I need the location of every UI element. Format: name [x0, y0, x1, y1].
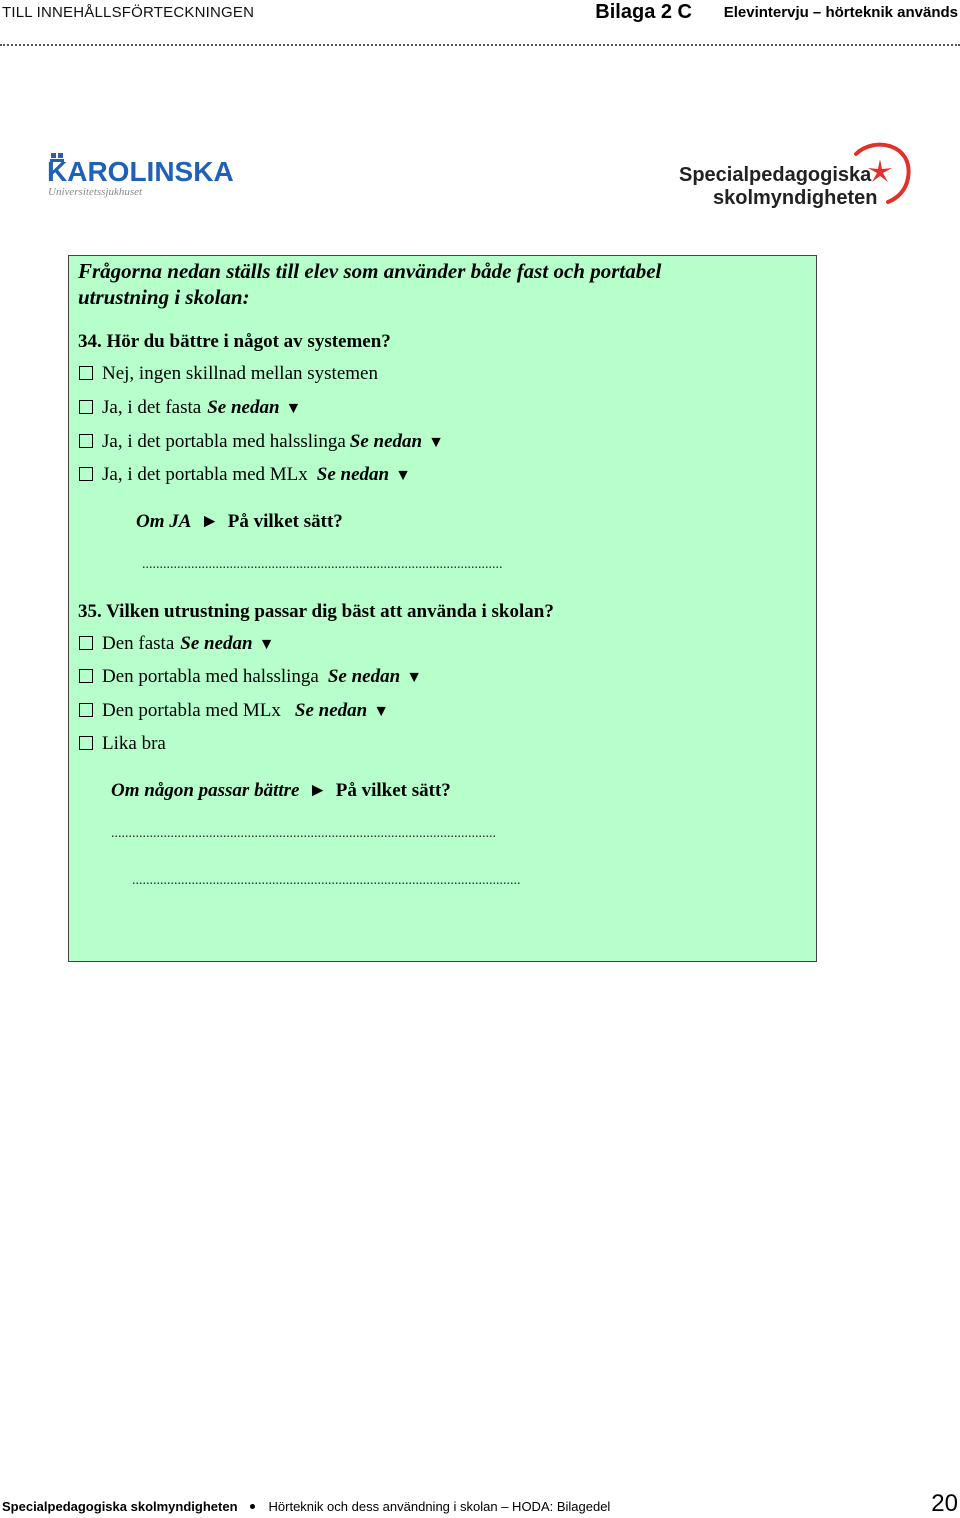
footer-org: Specialpedagogiska skolmyndigheten: [2, 1499, 238, 1514]
footer: [2, 1499, 610, 1514]
down-arrow-icon: ▼: [428, 434, 444, 451]
question-35: 35. Vilken utrustning passar dig bäst att använda i skolan?: [78, 601, 554, 622]
down-arrow-icon: ▼: [258, 636, 275, 653]
option-label: Den fasta: [102, 633, 175, 654]
question-34: 34. Hör du bättre i något av systemen?: [78, 331, 391, 352]
checkbox[interactable]: [79, 366, 93, 380]
q35-option-1[interactable]: [79, 633, 274, 655]
q35-followup: [111, 780, 451, 802]
option-label: Ja, i det portabla med halsslinga: [102, 431, 346, 452]
right-arrow-icon: ►: [308, 780, 328, 801]
see-below-note: Se nedan: [327, 666, 401, 687]
option-label: Den portabla med halsslinga: [102, 666, 319, 687]
header-subtitle: Elevintervju – hörteknik används: [723, 4, 958, 21]
see-below-note: Se nedan: [349, 431, 423, 452]
see-below-note: Se nedan: [207, 397, 280, 418]
q34-option-4[interactable]: [79, 464, 411, 486]
checkbox[interactable]: [79, 434, 93, 448]
checkbox[interactable]: [79, 703, 93, 717]
q34-answer-line[interactable]: .......................................................................................................: [142, 557, 503, 572]
page-number: 20: [931, 1490, 958, 1517]
spsm-line1: Specialpedagogiska: [679, 164, 872, 186]
q35-option-2[interactable]: [79, 666, 422, 688]
q35-option-3[interactable]: [79, 700, 389, 722]
followup-question: På vilket sätt?: [227, 511, 343, 532]
checkbox[interactable]: [79, 736, 93, 750]
q34-option-3[interactable]: [79, 431, 444, 453]
q34-option-1[interactable]: [79, 363, 378, 385]
karolinska-logo: [47, 152, 247, 200]
option-label: Nej, ingen skillnad mellan systemen: [102, 363, 378, 384]
option-label: Ja, i det portabla med MLx: [102, 464, 308, 485]
header-divider: [0, 44, 960, 46]
followup-condition: Om JA: [136, 511, 192, 532]
see-below-note: Se nedan: [316, 464, 390, 485]
right-arrow-icon: ►: [200, 511, 219, 532]
intro-line-2: utrustning i skolan:: [78, 285, 250, 309]
followup-condition: Om någon passar bättre: [111, 780, 300, 801]
bullet-icon: [250, 1504, 255, 1509]
down-arrow-icon: ▼: [285, 400, 302, 417]
checkbox[interactable]: [79, 467, 93, 481]
checkbox[interactable]: [79, 400, 93, 414]
see-below-note: Se nedan: [180, 633, 253, 654]
spsm-line2: skolmyndigheten: [713, 187, 878, 209]
q35-answer-line-1[interactable]: ..............................................................................................................: [111, 826, 496, 841]
down-arrow-icon: ▼: [373, 703, 390, 720]
intro-line-1: Frågorna nedan ställs till elev som använder både fast och portabel: [78, 259, 662, 283]
option-label: Lika bra: [102, 733, 166, 754]
down-arrow-icon: ▼: [395, 467, 411, 484]
q35-answer-line-2[interactable]: ...............................................................................................................: [132, 873, 521, 888]
q34-option-2[interactable]: [79, 397, 301, 419]
appendix-label: Bilaga 2 C: [595, 1, 692, 23]
see-below-note: Se nedan: [294, 700, 368, 721]
q34-followup: [136, 511, 343, 533]
footer-doc-title: Hörteknik och dess användning i skolan – HODA: Bilagedel: [268, 1499, 611, 1514]
spsm-logo: [678, 138, 918, 210]
karolinska-subtitle: Universitetssjukhuset: [48, 186, 143, 198]
q35-option-4[interactable]: [79, 733, 166, 755]
down-arrow-icon: ▼: [406, 669, 423, 686]
followup-question: På vilket sätt?: [335, 780, 451, 801]
toc-link[interactable]: TILL INNEHÅLLSFÖRTECKNINGEN: [2, 4, 255, 21]
option-label: Den portabla med MLx: [102, 700, 281, 721]
checkbox[interactable]: [79, 636, 93, 650]
star-icon: [868, 159, 892, 182]
karolinska-name: KAROLINSKA: [47, 156, 234, 187]
option-label: Ja, i det fasta: [102, 397, 202, 418]
checkbox[interactable]: [79, 669, 93, 683]
